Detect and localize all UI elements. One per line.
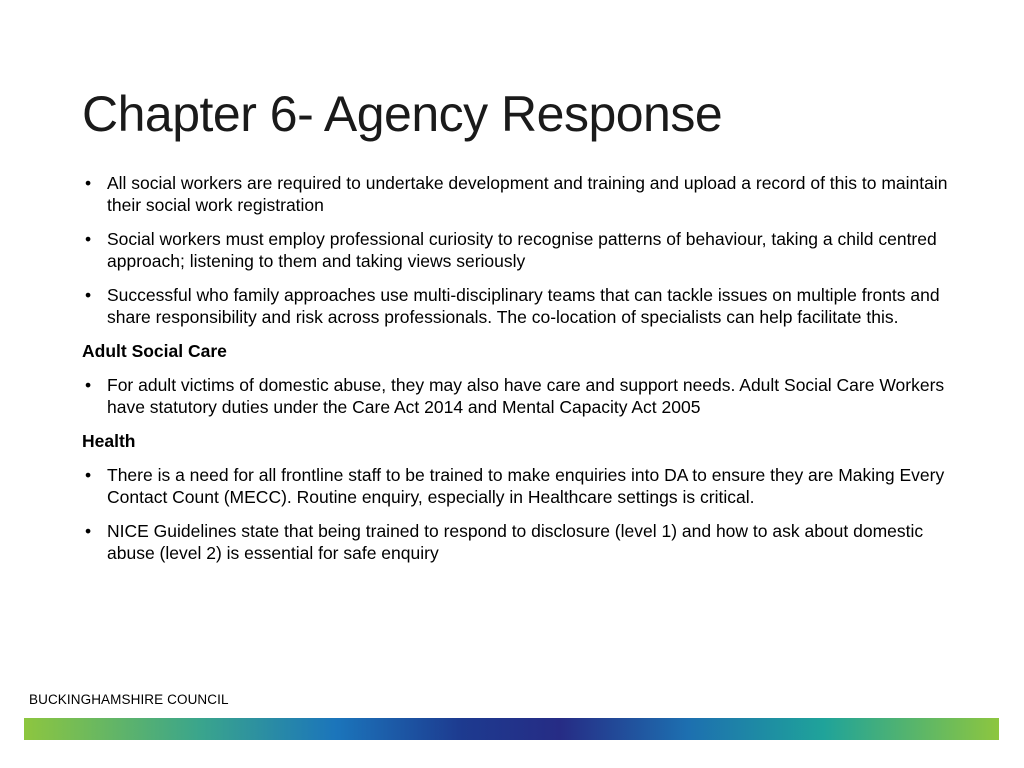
bullet-text: NICE Guidelines state that being trained to respond to disclosure (level 1) and how to ask about domestic abuse (level 2) is essential for safe enquiry: [107, 521, 924, 563]
bullet-item: [82, 520, 950, 564]
bullet-icon: •: [85, 173, 92, 193]
bullet-icon: •: [85, 521, 92, 541]
bullet-item: [82, 284, 950, 328]
bullet-text: Social workers must employ professional curiosity to recognise patterns of behaviour, taking a child centred approach; listening to them and taking views seriously: [107, 229, 937, 271]
bullet-icon: •: [85, 465, 92, 485]
slide-body: [82, 172, 950, 576]
section-heading-adult-social-care: Adult Social Care: [82, 341, 227, 361]
bullet-item: [82, 228, 950, 272]
organisation-label: BUCKINGHAMSHIRE COUNCIL: [29, 692, 229, 707]
bullet-text: For adult victims of domestic abuse, they may also have care and support needs. Adult Social Care Workers have statutory duties under the Care Act 2014 and Mental Capacity Act 2005: [107, 375, 945, 417]
bullet-text: All social workers are required to undertake development and training and upload a record of this to maintain their social work registration: [107, 173, 948, 215]
slide-title: Chapter 6- Agency Response: [82, 86, 723, 142]
bullet-item: [82, 374, 950, 418]
bullet-icon: •: [85, 375, 92, 395]
bullet-icon: •: [85, 285, 92, 305]
bullet-text: Successful who family approaches use multi-disciplinary teams that can tackle issues on multiple fronts and share responsibility and risk across professionals. The co-location of specialists can help facilitate this.: [107, 285, 940, 327]
section-heading-health: Health: [82, 431, 136, 451]
bullet-item: [82, 464, 950, 508]
bullet-item: [82, 172, 950, 216]
footer-gradient-bar: [24, 718, 999, 740]
bullet-text: There is a need for all frontline staff to be trained to make enquiries into DA to ensure they are Making Every Contact Count (MECC). Routine enquiry, especially in Healthcare settings is critical.: [107, 465, 945, 507]
bullet-icon: •: [85, 229, 92, 249]
